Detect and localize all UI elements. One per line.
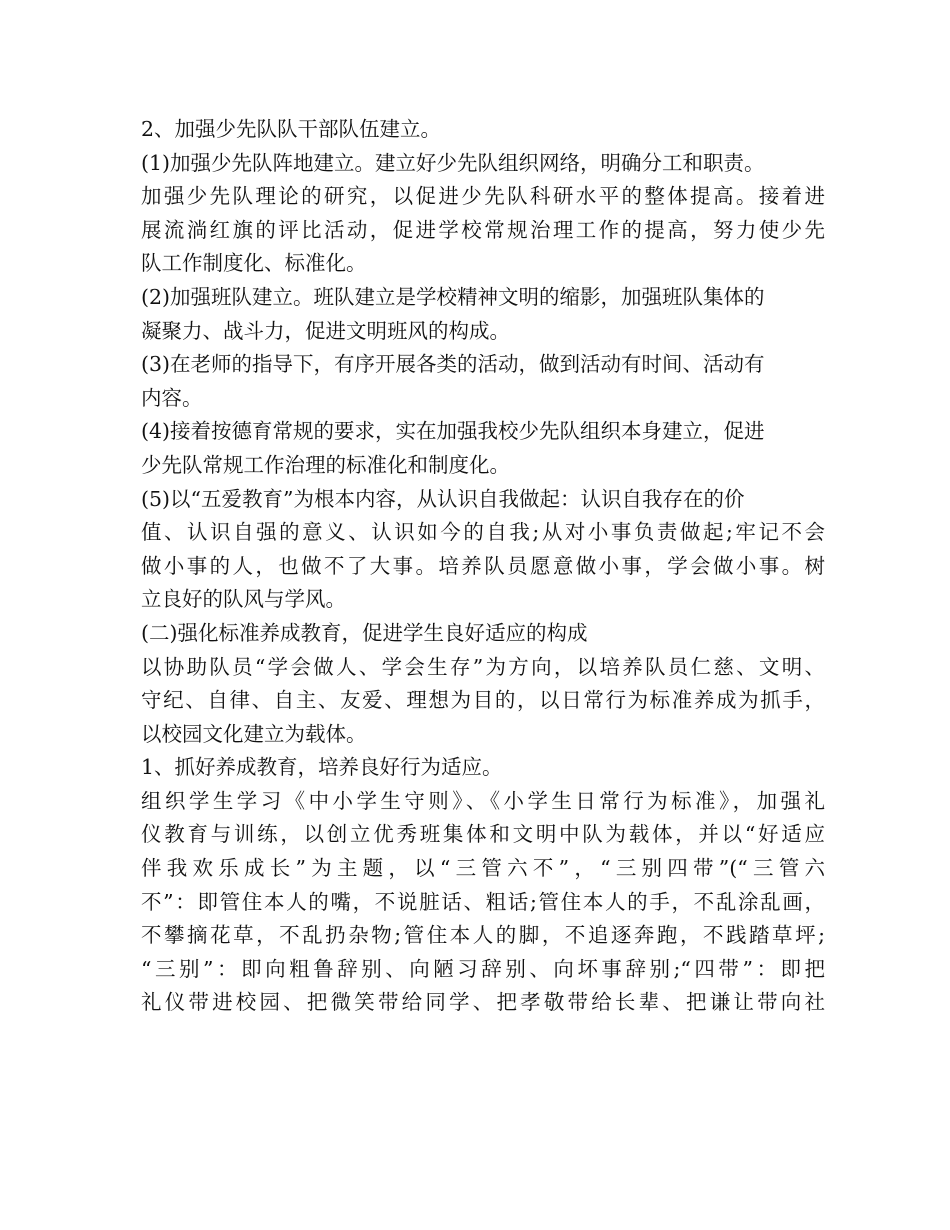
document-body (141, 113, 825, 1020)
document-line: 仪教育与训练，以创立优秀班集体和文明中队为载体，并以“好适应 (141, 822, 825, 847)
document-line: 礼仪带进校园、把微笑带给同学、把孝敬带给长辈、把谦让带向社 (141, 990, 825, 1015)
document-line: 少先队常规工作治理的标准化和制度化。 (141, 452, 510, 477)
document-line: (3)在老师的指导下，有序开展各类的活动，做到活动有时间、活动有 (141, 352, 765, 377)
document-line: 队工作制度化、标准化。 (141, 251, 367, 276)
document-line: 1、抓好养成教育，培养良好行为适应。 (141, 755, 503, 780)
document-line: “三别”：即向粗鲁辞别、向陋习辞别、向坏事辞别;“四带”：即把 (141, 956, 825, 981)
document-line: 凝聚力、战斗力，促进文明班风的构成。 (141, 318, 510, 343)
document-line: (1)加强少先队阵地建立。建立好少先队组织网络，明确分工和职责。 (141, 150, 765, 175)
document-line: 值、认识自强的意义、认识如今的自我;从对小事负责做起;牢记不会 (141, 520, 825, 545)
document-line: 做小事的人，也做不了大事。培养队员愿意做小事，学会做小事。树 (141, 553, 825, 578)
document-line: 组织学生学习《中小学生守则》、《小学生日常行为标准》，加强礼 (141, 788, 825, 813)
document-line: 立良好的队风与学风。 (141, 587, 346, 612)
document-line: (4)接着按德育常规的要求，实在加强我校少先队组织本身建立，促进 (141, 419, 765, 444)
document-line: 展流淌红旗的评比活动，促进学校常规治理工作的提高，努力使少先 (141, 217, 825, 242)
document-line: (2)加强班队建立。班队建立是学校精神文明的缩影，加强班队集体的 (141, 284, 765, 309)
document-line: (二)强化标准养成教育，促进学生良好适应的构成 (141, 620, 588, 645)
document-line: 2、加强少先队队干部队伍建立。 (141, 117, 442, 141)
document-line: 内容。 (141, 385, 203, 410)
document-line: (5)以“五爱教育”为根本内容，从认识自我做起：认识自我存在的价 (141, 486, 745, 511)
document-line: 以校园文化建立为载体。 (141, 721, 367, 746)
document-line: 加强少先队理论的研究，以促进少先队科研水平的整体提高。接着进 (141, 184, 825, 209)
document-line: 不”：即管住本人的嘴，不说脏话、粗话;管住本人的手，不乱涂乱画， (141, 889, 825, 914)
document-line: 守纪、自律、自主、友爱、理想为目的，以日常行为标准养成为抓手， (141, 688, 825, 713)
document-line: 不攀摘花草，不乱扔杂物;管住本人的脚，不追逐奔跑，不践踏草坪; (141, 923, 825, 948)
document-line: 伴我欢乐成长”为主题，以“三管六不”，“三别四带”(“三管六 (141, 856, 825, 881)
document-line: 以协助队员“学会做人、学会生存”为方向，以培养队员仁慈、文明、 (141, 654, 825, 679)
